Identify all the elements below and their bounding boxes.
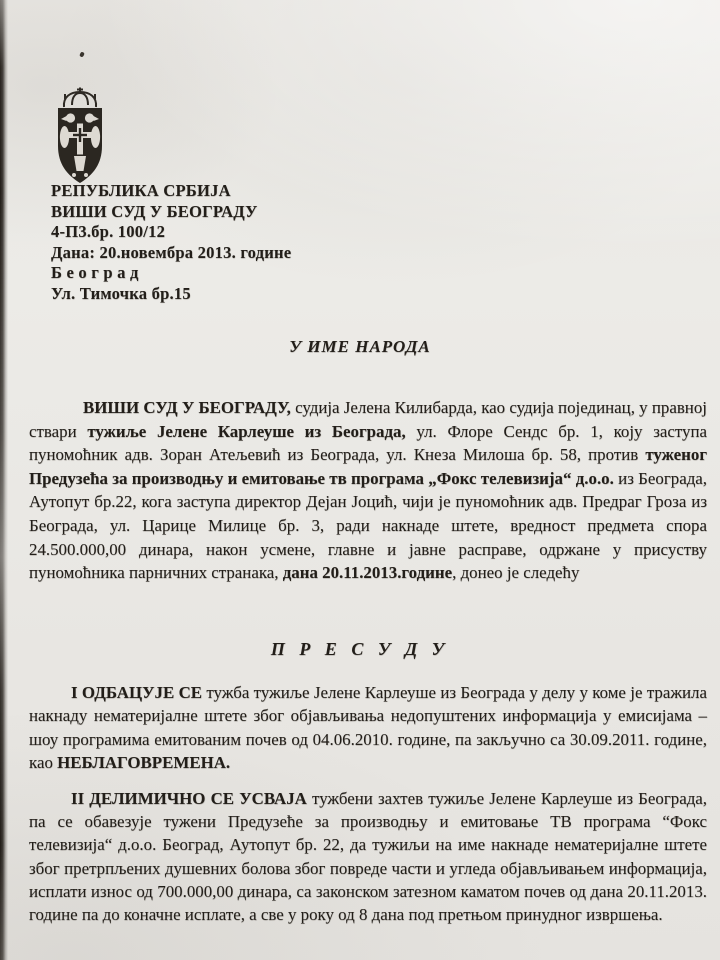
header-address: Ул. Тимочка бр.15	[51, 283, 191, 303]
header-court-name: ВИШИ СУД У БЕОГРАДУ	[51, 201, 258, 221]
judgment-point-2: II ДЕЛИМИЧНО СЕ УСВАЈА тужбени захтев тужиље Јелене Карлеуше из Београда, па се обавезује тужени Предузеће за производњу и емитовање ТВ програма “Фокс телевизија“ д.о.о. Београд, Аутопут бр. 22, да тужиљи на име накнаде нематеријалне штете због претрпљених душевних болова због повреде части и угледа објављивањем информација, исплати износ од 700.000,00 динара, са законском затезном каматом почев од дана 20.11.2013. године па до коначне исплате, а све у року од 8 дана под претњом принудног извршења.	[29, 789, 708, 925]
intro-paragraph: ВИШИ СУД У БЕОГРАДУ, судија Јелена Килибарда, као судија појединац, у правној ствари тужиље Јелене Карлеуше из Београда, ул. Флоре Сендс бр. 1, коју заступа пуномоћник адв. Зоран Атељевић из Београда, ул. Кнеза Милоша бр. 58, против туженог Предузећа за производњу и емитовање тв програма „Фокс телевизија“ д.о.о. из Београда, Аутопут бр.22, кога заступа директор Дејан Јоцић, чији је пуномоћник адв. Предраг Гроза из Београда, ул. Царице Милице бр. 3, ради накнаде штете, вредност предмета спора 24.500.000,00 динара, након усмене, главне и јавне расправе, одржане у присуству пуномоћника парничних странака, дана 20.11.2013.године, донео је следећу	[29, 398, 708, 583]
header-date: Дана: 20.новембра 2013. године	[51, 242, 292, 262]
judgment-title: П Р Е С У Д У	[270, 639, 450, 659]
judgment-point-1: I ОДБАЦУЈЕ СЕ тужба тужиље Јелене Карлеуше из Београда у делу у коме је тражила накнаду нематеријалне штете због објављивања недопуштених информација у емисијама – шоу програмима емитованим почев од 04.06.2010. године, па закључно са 30.09.2011. године, као НЕБЛАГОВРЕМЕНА.	[29, 683, 707, 773]
court-header	[51, 181, 291, 305]
serbia-coat-of-arms-icon	[50, 86, 110, 186]
header-city: Б е о г р а д	[51, 263, 139, 283]
scan-speck	[79, 51, 85, 57]
scan-edge-artifact	[0, 0, 8, 960]
in-the-name-of-people-title: У ИМЕ НАРОДА	[289, 337, 431, 356]
header-country: РЕПУБЛИКА СРБИЈА	[51, 181, 231, 200]
header-case-number: 4-П3.бр. 100/12	[51, 222, 166, 242]
